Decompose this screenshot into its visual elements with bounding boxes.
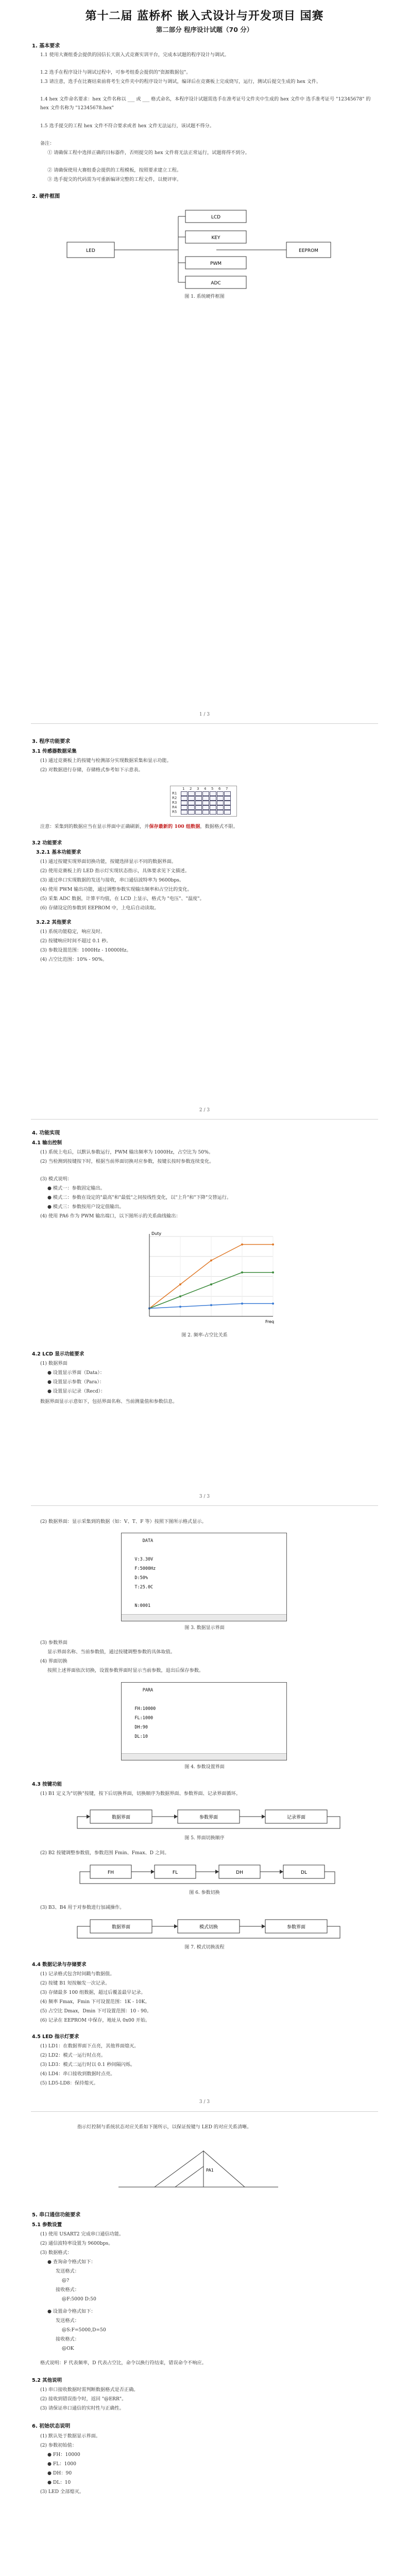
s6-item: (3) LED 全部熄灭。 [40, 2489, 84, 2495]
s51-item: (3) 数据格式： [40, 2250, 72, 2256]
document-title: 第十二届 蓝桥杯 嵌入式设计与开发项目 国赛 [85, 10, 324, 23]
matrix-cell [188, 805, 195, 810]
matrix-cell [202, 805, 209, 810]
svg-text:FL: FL [172, 1870, 178, 1875]
page-footer: 3 / 3 [199, 1494, 210, 1499]
matrix-cell [181, 791, 188, 796]
s52-item: (1) 串口接收数据时需判断数据格式是否正确。 [40, 2387, 139, 2393]
page-divider [31, 1505, 378, 1506]
matrix-cell [210, 791, 216, 796]
s42-item: (1) 数据界面 [40, 1361, 67, 1366]
matrix-cell [195, 796, 202, 801]
svg-text:参数界面: 参数界面 [286, 1925, 306, 1930]
s322-item: (2) 按键响应时间不超过 0.1 秒。 [40, 938, 111, 944]
matrix-cell [224, 801, 231, 805]
matrix-cell [188, 796, 195, 801]
svg-text:数据界面: 数据界面 [111, 1925, 131, 1930]
s44-item: (3) 存储最多 100 组数据，超过后覆盖最早记录。 [40, 1990, 146, 1995]
flow-label: 参数界面 [199, 1815, 218, 1820]
lcd-row: PARA [127, 1688, 154, 1693]
figure-1-caption: 图 1. 系统硬件框图 [184, 294, 225, 299]
figure-3-caption: 图 3. 数据显示界面 [184, 1625, 225, 1631]
s43-b3: (3) B3、B4 用于对参数进行加减操作。 [40, 1905, 125, 1910]
matrix-row-label: R2 [172, 796, 177, 800]
lcd-bottom-bar [122, 1614, 286, 1621]
s6-item: ● FH：10000 [47, 2452, 80, 2458]
matrix-row-label: R3 [172, 801, 177, 805]
s51-sub: ● 设置命令格式如下： [47, 2309, 96, 2314]
page-1 [0, 0, 409, 719]
s51-sub: 接收格式： [56, 2336, 79, 2342]
s321-item: (6) 存储设定的参数到 EEPROM 中，上电后自动读取。 [40, 905, 159, 911]
s42-item: ● 设置显示参数（Para）： [47, 1379, 105, 1385]
lcd-row: FL:1000 [127, 1716, 154, 1721]
chart-point [179, 1295, 181, 1297]
section-1-title: 1. 基本要求 [32, 43, 60, 49]
s52-item: (2) 接收到错误指令时，返回 "@ERR"。 [40, 2396, 127, 2402]
section-4-1-title: 4.1 输出控制 [32, 1140, 62, 1146]
matrix-cell [210, 801, 216, 805]
s42-text: 数据界面显示示意如下，包括界面名称、当前测量值和参数信息。 [40, 1399, 178, 1404]
chart-point [210, 1304, 212, 1306]
s51-sub: 接收格式： [56, 2287, 79, 2293]
s42-line: (2) 数据界面：显示采集到的数据（如：V、T、F 等）按照下图所示格式显示。 [40, 1519, 207, 1524]
matrix-row-label: R4 [172, 805, 177, 809]
s42-p3: (4) 界面切换 [40, 1658, 67, 1664]
triangle-diagram [0, 2146, 409, 2192]
s1-item: 1.5 选手提交的工程 hex 文件不符合要求或者 hex 文件无法运行，该试题不得分。 [40, 123, 214, 129]
flow-param-switch [0, 1861, 409, 1887]
s1-item: 1.1 使用大赛组委会提供的国信长天嵌入式竞赛实训平台，完成本试题的程序设计与调试。 [40, 52, 229, 58]
chart-point [272, 1302, 274, 1304]
lcd-row: F:5000Hz [127, 1566, 156, 1571]
section-3-1-title: 3.1 传感器数据采集 [32, 749, 77, 754]
s41-item: (2) 当检测到按键按下时，根据当前界面切换对应参数，按键长按时参数连续变化。 [40, 1159, 214, 1164]
s321-item: (1) 通过按键实现界面切换功能，按键选择显示不同的数据界面。 [40, 859, 176, 865]
svg-text:模式切换: 模式切换 [199, 1925, 218, 1930]
matrix-row-label: R1 [172, 791, 177, 795]
lcd-row: N:0001 [127, 1603, 151, 1608]
chart-y-label: Duty [151, 1231, 162, 1236]
figure-5-caption: 图 5. 界面切换顺序 [184, 1836, 225, 1841]
s52-item: (3) 请保证串口通信的实时性与正确性。 [40, 2405, 124, 2411]
flow-label: 记录界面 [286, 1815, 306, 1820]
section-4-5-title: 4.5 LED 指示灯要求 [32, 2034, 79, 2040]
matrix-cell [202, 801, 209, 805]
matrix-cell [195, 791, 202, 796]
matrix-cell [210, 810, 216, 815]
matrix-cell [217, 810, 224, 815]
block-key-label: KEY [211, 235, 220, 241]
matrix-col-label: 5 [211, 787, 214, 791]
figure-7-caption: 图 7. 模式切换流程 [184, 1945, 225, 1950]
s6-item: (1) 默认处于数据显示界面。 [40, 2433, 100, 2439]
matrix-cell [210, 805, 216, 810]
block-eeprom-label: EEPROM [299, 248, 318, 253]
matrix-col-label: 3 [197, 787, 199, 791]
s321-item: (2) 使用竞赛板上的 LED 指示灯实现状态指示，具体要求见下文描述。 [40, 868, 190, 874]
matrix-cell [217, 805, 224, 810]
s41-sub: ● 模式三：参数按用户设定值输出。 [47, 1204, 124, 1210]
page-footer: 3 / 3 [199, 2099, 210, 2105]
s42-item: ● 设置显示界面（Data）： [47, 1370, 105, 1376]
chart-point [210, 1260, 212, 1262]
section-4-2-title: 4.2 LCD 显示功能要求 [32, 1351, 84, 1357]
block-pwm-label: PWM [210, 261, 222, 266]
matrix-cell [188, 791, 195, 796]
matrix-cell [195, 810, 202, 815]
s51-sub: @OK [62, 2346, 74, 2351]
chart-x-label: Freq [265, 1319, 275, 1324]
s42-p3: (3) 参数界面 [40, 1640, 67, 1646]
s45-item: (3) LD3：模式二运行时以 0.1 秒间隔闪烁。 [40, 2062, 135, 2067]
s6-item: ● DL：10 [47, 2480, 71, 2485]
s43-b2: (2) B2 按键调整参数值，参数范围 Fmin、Fmax、D 之间。 [40, 1850, 169, 1856]
flow-mode-switch [0, 1916, 409, 1941]
s322-item: (1) 系统功能稳定，响应及时。 [40, 929, 106, 935]
lcd-row: V:3.30V [127, 1557, 154, 1562]
s41-sub: ● 模式一：参数固定输出。 [47, 1185, 105, 1191]
s1-note: ③ 选手提交的代码需为可重新编译完整的工程文件，以便评审。 [47, 177, 182, 182]
svg-text:DL: DL [301, 1870, 307, 1875]
s1-item: 1.3 请注意，选手在比赛结束前将考生文件夹中的程序设计与调试，编译后在竞赛板上完成烧写，运行，测试后提交生成的 hex 文件。 [40, 79, 321, 84]
matrix-cell [210, 796, 216, 801]
s1-item: 1.2 选手在程序设计与调试过程中，可参考组委会提供的"资源数据包"。 [40, 70, 191, 75]
chart-point [241, 1272, 243, 1274]
page-divider [31, 2111, 378, 2112]
s321-item: (5) 采集 ADC 数据，计算平均值，在 LCD 上显示，格式为 "电压"、"温度"。 [40, 896, 204, 902]
hardware-block-diagram [0, 201, 409, 291]
s1-note: ① 请确保工程中选择正确的目标器件，否则提交的 hex 文件将无法正常运行，试题将得不到分。 [47, 150, 250, 156]
section-5-2-title: 5.2 其他说明 [32, 2378, 62, 2383]
s41-tail: (4) 使用 PA6 作为 PWM 输出端口，以下图所示的关系曲线输出： [40, 1213, 181, 1219]
matrix-cell [224, 791, 231, 796]
s44-item: (2) 按键 B1 短按触发一次记录。 [40, 1980, 110, 1986]
matrix-cell [181, 810, 188, 815]
lcd-row: DH:90 [127, 1725, 148, 1730]
s43-item: (1) B1 定义为"切换"按键，按下后切换界面，切换顺序为数据界面、参数界面、记录界面循环。 [40, 1791, 241, 1797]
s44-item: (4) 频率 Fmax，Fmin 下可设置范围：1K - 10K。 [40, 1999, 150, 2005]
figure-6-caption: 图 6. 参数切换 [189, 1890, 220, 1895]
s45-text: 指示灯控制与系统状态对应关系如下图所示，以保证按键与 LED 的对应关系清晰。 [77, 2124, 252, 2130]
s1-item: 1.4 hex 文件命名要求：hex 文件名称以 ___ 或 ___ 格式命名，本程序设计试题需选手在准考证号文件夹中生成的 hex 文件中 选手准考证号 "12345678" 的 hex 文件名称为 "12345678.hex" [40, 96, 371, 111]
lcd-row: DL:10 [127, 1734, 148, 1739]
figure-4-caption: 图 4. 参数设置界面 [184, 1765, 225, 1770]
section-4-3-title: 4.3 按键功能 [32, 1782, 62, 1787]
svg-text:FH: FH [108, 1870, 114, 1875]
lcd-row: T:25.0C [127, 1585, 154, 1590]
s31-note: 注意：采集到的数据应当在显示界面中正确刷新，并保存最新的 100 组数据，数据格式不限。 [40, 824, 238, 829]
data-storage-matrix [170, 786, 237, 817]
s322-item: (3) 参数设置范围：1000Hz - 10000Hz。 [40, 947, 131, 953]
s45-item: (4) LD4：串口接收到数据时点亮。 [40, 2071, 115, 2077]
s51-sub: @F:5000 D:50 [62, 2296, 96, 2302]
matrix-cell [224, 810, 231, 815]
lcd-bottom-bar [122, 1753, 286, 1760]
page-footer: 2 / 3 [199, 1108, 210, 1113]
block-adc-label: ADC [211, 281, 221, 286]
s51-sub: @S:F=5000,D=50 [62, 2327, 106, 2333]
chart-point [241, 1302, 243, 1304]
chart-point [272, 1244, 274, 1246]
section-2-title: 2. 硬件框图 [32, 194, 60, 199]
lcd-row: DATA [127, 1538, 154, 1544]
s44-item: (6) 记录在 EEPROM 中保存，地址从 0x00 开始。 [40, 2018, 150, 2023]
section-3-2-title: 3.2 功能要求 [32, 840, 62, 846]
triangle-label: PA1 [206, 2168, 214, 2173]
matrix-cell [217, 791, 224, 796]
section-4-4-title: 4.4 数据记录与存储要求 [32, 1962, 87, 1968]
matrix-cell [188, 810, 195, 815]
s51-item: (1) 使用 USART2 完成串口通信功能。 [40, 2231, 124, 2237]
s51-sub: 发送格式： [56, 2318, 79, 2324]
matrix-col-label: 1 [182, 787, 185, 791]
matrix-cell [195, 801, 202, 805]
lcd-data-screen [121, 1533, 287, 1621]
s45-item: (5) LD5-LD8：保持熄灭。 [40, 2080, 98, 2086]
s6-item: (2) 参数初始值： [40, 2443, 77, 2448]
matrix-cell [181, 796, 188, 801]
matrix-cell [202, 810, 209, 815]
matrix-cell [202, 791, 209, 796]
page-divider [31, 723, 378, 724]
chart-point [179, 1306, 181, 1308]
s44-item: (1) 记录格式包含时间戳与数据值。 [40, 1971, 115, 1977]
s51-sub: ● 查询命令格式如下： [47, 2259, 96, 2265]
figure-2-caption: 图 2. 频率-占空比关系 [181, 1333, 228, 1338]
section-3-title: 3. 程序功能要求 [32, 739, 71, 744]
chart-point [179, 1283, 181, 1285]
matrix-cell [181, 801, 188, 805]
section-4-title: 4. 功能实现 [32, 1130, 60, 1136]
block-led-label: LED [86, 248, 95, 253]
matrix-cell [188, 801, 195, 805]
section-3-2-1-title: 3.2.1 基本功能要求 [36, 850, 81, 855]
s42-p3: 按照上述界面依次切换，设置参数界面时显示当前参数，退出后保存参数。 [47, 1668, 204, 1673]
chart-point [241, 1244, 243, 1246]
s51-item: (2) 通信波特率设置为 9600bps。 [40, 2241, 113, 2246]
lcd-param-screen [121, 1682, 287, 1760]
document-subtitle: 第二部分 程序设计试题（70 分） [156, 26, 253, 33]
matrix-col-label: 4 [204, 787, 207, 791]
s322-item: (4) 占空比范围：10% - 90%。 [40, 957, 108, 962]
matrix-cell [224, 796, 231, 801]
s45-item: (1) LD1：在数据界面下点亮，其他界面熄灭。 [40, 2043, 139, 2049]
s321-item: (3) 通过串口实现数据的发送与接收，串口通信波特率为 9600bps。 [40, 877, 184, 883]
section-3-2-2-title: 3.2.2 其他要求 [36, 920, 72, 925]
matrix-cell [217, 796, 224, 801]
s41-sub: ● 模式二：参数在设定的"最高"和"最低"之间按线性变化，以"上升"和"下降"交替运行。 [47, 1195, 232, 1200]
matrix-col-label: 7 [226, 787, 228, 791]
s321-item: (4) 使用 PWM 输出功能，通过调整参数实现输出频率和占空比的变化。 [40, 887, 192, 892]
chart-point [210, 1283, 212, 1285]
chart-point [272, 1272, 274, 1274]
matrix-cell [195, 805, 202, 810]
matrix-cell [202, 796, 209, 801]
lcd-row: FH:10000 [127, 1706, 156, 1711]
matrix-row-label: R5 [172, 810, 177, 814]
s41-item: (1) 系统上电后，以默认参数运行，PWM 输出频率为 1000Hz，占空比为 50%。 [40, 1149, 214, 1155]
flow-interface-switch [0, 1806, 409, 1832]
s51-sub: @? [62, 2278, 70, 2283]
s1-note-label: 备注： [40, 141, 55, 146]
page-footer: 1 / 3 [199, 712, 210, 717]
matrix-cell [181, 805, 188, 810]
lcd-row: D:50% [127, 1575, 148, 1581]
page-divider [31, 1119, 378, 1120]
s51-sub: 发送格式： [56, 2268, 79, 2274]
s51-note: 格式说明：F 代表频率，D 代表占空比，命令以换行符结束，错误命令不响应。 [40, 2360, 207, 2366]
svg-text:DH: DH [236, 1870, 243, 1875]
block-lcd-label: LCD [211, 215, 221, 220]
section-6-title: 6. 初始状态说明 [32, 2424, 71, 2429]
freq-duty-chart [134, 1229, 278, 1327]
s31-note-highlight: 保存最新的 100 组数据 [149, 824, 200, 829]
matrix-cell [224, 805, 231, 810]
s6-item: ● FL：1000 [47, 2461, 76, 2467]
section-5-1-title: 5.1 参数设置 [32, 2222, 62, 2228]
matrix-col-label: 2 [190, 787, 192, 791]
s42-p3: 显示界面名称、当前参数值，通过按键调整参数的具体取值。 [47, 1649, 176, 1655]
matrix-cell [217, 801, 224, 805]
flow-label: 数据界面 [111, 1815, 131, 1820]
s42-item: ● 设置显示记录（Recd）： [47, 1388, 106, 1394]
s45-item: (2) LD2：模式一运行时点亮。 [40, 2053, 106, 2058]
s6-item: ● DH：90 [47, 2470, 72, 2476]
s41-item: (3) 模式说明： [40, 1176, 72, 1182]
s1-note: ② 请确保使用大赛组委会提供的工程模板，按照要求建立工程。 [47, 167, 182, 173]
section-5-title: 5. 串口通信功能要求 [32, 2212, 81, 2218]
s44-item: (5) 占空比 Dmax，Dmin 下可设置范围：10 - 90。 [40, 2008, 152, 2014]
s31-item: (1) 通过竞赛板上的按键与检测部分实现数据采集和显示功能。 [40, 758, 172, 764]
s31-item: (2) 对数据进行存储，存储格式参考如下示意表。 [40, 767, 143, 773]
matrix-col-label: 6 [218, 787, 221, 791]
